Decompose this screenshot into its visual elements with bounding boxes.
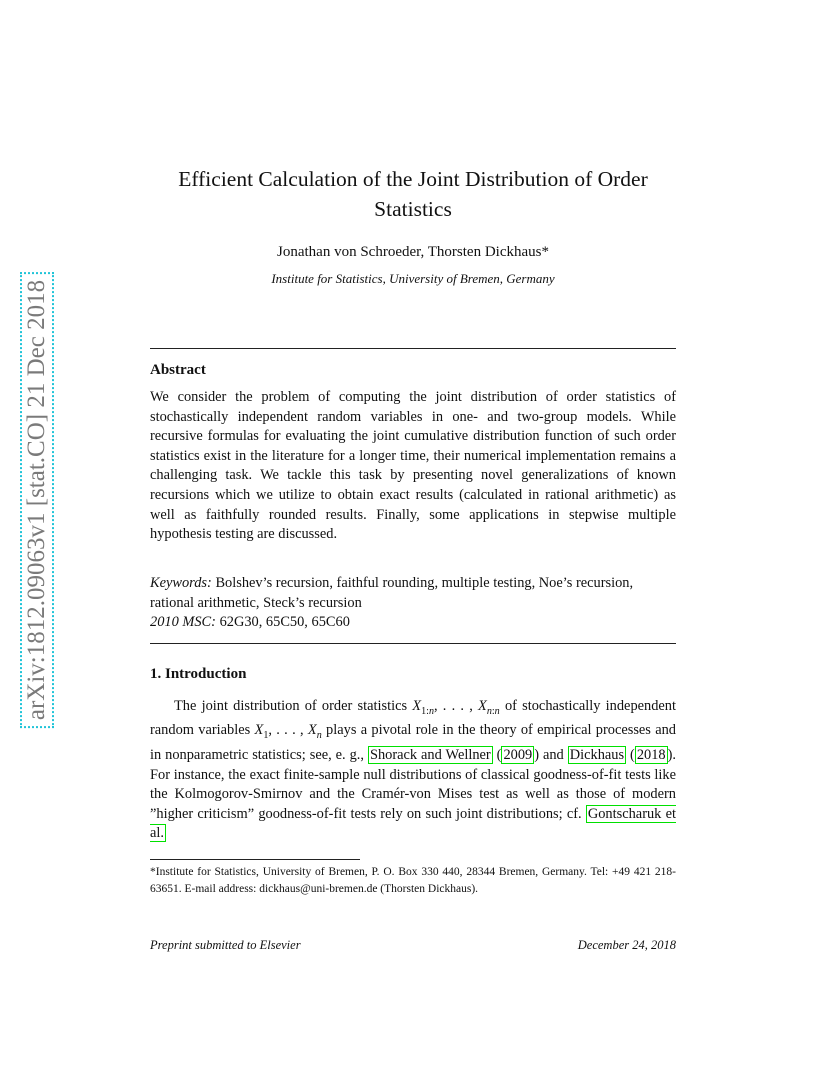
footnote: *Institute for Statistics, University of Bremen, P. O. Box 330 440, 28344 Bremen, Germany. Tel: +49 421 218-63651. E-mail address: dickhaus@uni-bremen.de (Thorsten Dickhaus). (150, 866, 676, 895)
intro-text-3: plays a pivotal role in the theory of empirical processes and in nonparametric statistics; see, e. g., (150, 722, 676, 763)
paper-title: Efficient Calculation of the Joint Distribution of Order Statistics (178, 167, 648, 221)
intro-text-2: of stochastically independent random variables (150, 698, 676, 739)
arxiv-identifier-text: arXiv:1812.09063v1 [stat.CO] 21 Dec 2018 (20, 272, 54, 728)
msc-label: 2010 MSC: (150, 614, 216, 631)
msc-text: 62G30, 65C50, 65C60 (219, 614, 350, 631)
citation-year-2018[interactable]: 2018 (636, 746, 666, 763)
citation-link-shorack[interactable]: Shorack and Wellner (369, 746, 491, 763)
section-heading: 1. Introduction (150, 666, 247, 682)
preprint-date: December 24, 2018 (577, 938, 676, 952)
keywords-block (150, 574, 676, 633)
keywords-label: Keywords: (150, 575, 212, 591)
footnote-rule (150, 859, 360, 860)
abstract-heading: Abstract (150, 362, 206, 378)
abstract-top-rule (150, 348, 676, 349)
preprint-note: Preprint submitted to Elsevier (150, 938, 301, 952)
abstract-bottom-rule (150, 643, 676, 644)
affiliation: Institute for Statistics, University of Bremen, Germany (271, 271, 555, 286)
citation-link-gontscharuk[interactable]: Gontscharuk et al. (150, 805, 676, 842)
abstract-text: We consider the problem of computing the joint distribution of order statistics of stochastically independent random variables in one- and two-group models. While recursive formulas for evaluating the joint cumulative distribution function of such order statistics exist in the literature for a longer time, their numerical implementation remains a challenging task. We tackle this task by presenting novel generalizations of known recursions which we utilize to obtain exact results (calculated in rational arithmetic) as well as faithfully rounded results. Finally, some applications in stepwise multiple hypothesis testing are discussed. (150, 389, 676, 543)
citation-link-dickhaus[interactable]: Dickhaus (569, 746, 625, 763)
intro-paragraph: The joint distribution of order statistics $X_{1:n}$, . . . , $X_{n:n}$ of stochastically independent random variables $X_1$, . . . , $X_n$ plays a pivotal role in the theory of empirical processes and in nonparametric statistics; see, e. g., Shorack and Wellner ( 2009 ) and Dickhaus ( 2018 ). For instance, the exact finite-sample null distributions of classical goodness-of-fit tests like the Kolmogorov-Smirnov and the Cramér-von Mises test as well as those of modern ”higher criticism” goodness-of-fit tests rely on such joint distributions; cf. Gontscharuk et al. (150, 698, 676, 842)
intro-text-1: The joint distribution of order statistics (174, 698, 408, 714)
intro-text-4: ). For instance, the exact finite-sample null distributions of classical goodness-of-fit tests like the Kolmogorov-Smirnov and the Cramér-von Mises test as well as those of modern ”higher criticism” goodness-of-fit tests rely on such joint distributions; cf. (150, 746, 676, 822)
keywords-text: Bolshev’s recursion, faithful rounding, multiple testing, Noe’s recursion, rational arithmetic, Steck’s recursion (150, 575, 634, 611)
arxiv-identifier[interactable] (22, 246, 52, 754)
author-list: Jonathan von Schroeder, Thorsten Dickhaus* (277, 244, 549, 260)
intro-text-and: ) and (534, 746, 564, 763)
citation-year-2009[interactable]: 2009 (503, 746, 533, 763)
